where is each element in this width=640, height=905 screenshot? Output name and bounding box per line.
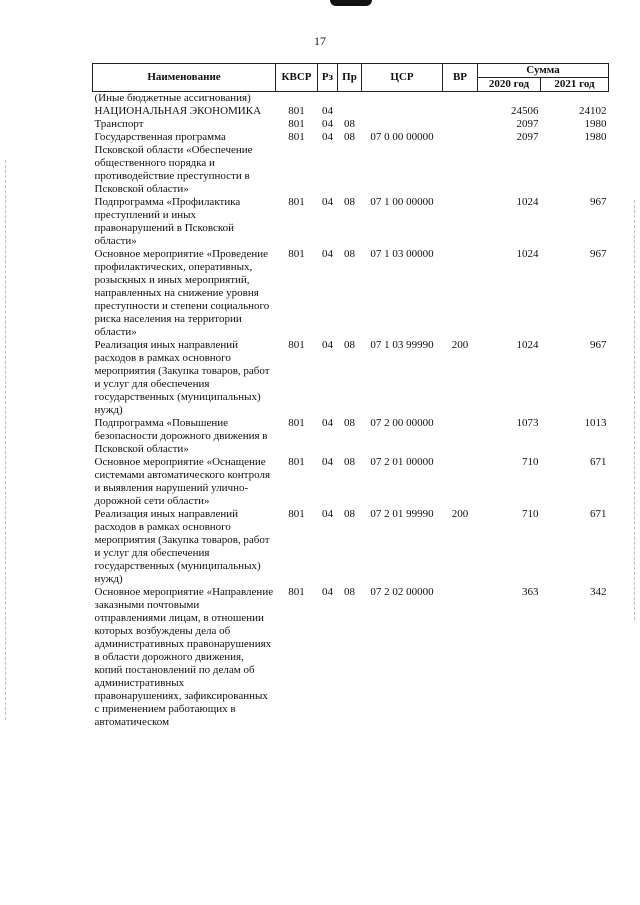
row-name: Реализация иных направлений расходов в рамках основного мероприятия (Закупка товаров, работ и услуг для обеспечения государственных (муниципальных) нужд): [94, 339, 270, 416]
row-pr: 08: [344, 586, 355, 598]
row-pr: [338, 105, 362, 118]
row-vr: [443, 196, 478, 248]
row-name: (Иные бюджетные ассигнования): [94, 92, 251, 104]
row-kvsr: 801: [288, 456, 305, 468]
row-pr: 08: [344, 118, 355, 130]
table-row: [93, 248, 609, 339]
row-sum-2020: 1073: [516, 417, 539, 429]
table-row: [93, 586, 609, 729]
row-csr: 07 1 03 00000: [370, 248, 434, 260]
row-csr: [362, 92, 443, 106]
row-pr: 08: [344, 456, 355, 468]
row-sum-2021: 1980: [584, 131, 607, 143]
row-kvsr: [276, 92, 318, 106]
row-pr: 08: [344, 417, 355, 429]
row-sum-2020: [478, 92, 541, 106]
table-row: [93, 118, 609, 131]
row-rz: 04: [322, 118, 333, 130]
row-name: Основное мероприятие «Направление заказными почтовыми отправлениями лицам, в отношении которых возбуждены дела об административных правонарушениях в области дорожного движения, копий постановлений по делам об административных правонарушениях, зафиксированных с применением работающих в автоматическом: [94, 586, 274, 728]
table-row: [93, 417, 609, 456]
table-row: [93, 105, 609, 118]
row-kvsr: 801: [288, 508, 305, 520]
row-vr: [443, 456, 478, 508]
row-vr: [443, 417, 478, 456]
row-name: Основное мероприятие «Оснащение системами автоматического контроля и выявления нарушений улично-дорожной сети области»: [94, 456, 271, 507]
row-sum-2021: 967: [590, 339, 607, 351]
row-sum-2020: 1024: [516, 339, 539, 351]
row-kvsr: 801: [288, 339, 305, 351]
row-pr: 08: [344, 248, 355, 260]
row-sum-2020: 1024: [516, 196, 539, 208]
row-rz: 04: [322, 196, 333, 208]
row-csr: 07 2 02 00000: [370, 586, 434, 598]
page-number: 17: [314, 34, 326, 48]
row-pr: 08: [344, 508, 355, 520]
row-csr: 07 0 00 00000: [370, 131, 434, 143]
header-name: Наименование: [93, 64, 276, 92]
row-csr: 07 2 00 00000: [370, 417, 434, 429]
table-row: [93, 456, 609, 508]
table-row: [93, 131, 609, 196]
row-rz: 04: [322, 417, 333, 429]
row-sum-2021: 967: [590, 248, 607, 260]
row-sum-2021: 671: [590, 508, 607, 520]
row-vr: 200: [451, 508, 469, 520]
header-sum: Сумма: [478, 64, 609, 78]
row-vr: [443, 118, 478, 131]
row-kvsr: 801: [288, 196, 305, 208]
scan-edge-left: [5, 160, 6, 720]
row-vr: [443, 586, 478, 729]
header-csr: ЦСР: [362, 64, 443, 92]
row-pr: 08: [344, 131, 355, 143]
header-vr: ВР: [443, 64, 478, 92]
row-csr: 07 1 00 00000: [370, 196, 434, 208]
row-csr: 07 2 01 99990: [370, 508, 434, 520]
header-year-2021: 2021 год: [541, 78, 609, 92]
row-sum-2021: 967: [590, 196, 607, 208]
row-name: Транспорт: [94, 118, 144, 130]
row-sum-2021: 24102: [579, 105, 607, 117]
row-sum-2021: [541, 92, 609, 106]
row-name: Подпрограмма «Профилактика преступлений и иных правонарушений в Псковской области»: [94, 196, 241, 247]
budget-table: [92, 63, 609, 729]
row-vr: 200: [451, 339, 469, 351]
row-rz: [318, 92, 338, 106]
row-rz: 04: [322, 131, 333, 143]
row-name: Государственная программа Псковской области «Обеспечение общественного порядка и противодействие преступности в Псковской области»: [94, 131, 253, 195]
row-kvsr: 801: [288, 248, 305, 260]
row-sum-2021: 671: [590, 456, 607, 468]
row-name: Основное мероприятие «Проведение профилактических, оперативных, розыскных и иных мероприятий, направленных на снижение уровня преступности и степени социального риска населения на территории области»: [94, 248, 270, 338]
row-vr: [443, 105, 478, 118]
row-sum-2020: 2097: [516, 118, 539, 130]
row-kvsr: 801: [288, 417, 305, 429]
row-pr: 08: [344, 196, 355, 208]
row-sum-2020: 363: [522, 586, 539, 598]
header-pr: Пр: [338, 64, 362, 92]
table-row: [93, 339, 609, 417]
row-sum-2020: 1024: [516, 248, 539, 260]
row-csr: [362, 105, 443, 118]
header-rz: Рз: [318, 64, 338, 92]
table-row: [93, 92, 609, 106]
row-sum-2020: 710: [522, 508, 539, 520]
row-rz: 04: [322, 105, 333, 117]
row-kvsr: 801: [288, 586, 305, 598]
row-sum-2020: 2097: [516, 131, 539, 143]
row-kvsr: 801: [288, 131, 305, 143]
row-name: Реализация иных направлений расходов в рамках основного мероприятия (Закупка товаров, работ и услуг для обеспечения государственных (муниципальных) нужд): [94, 508, 270, 585]
row-sum-2021: 342: [590, 586, 607, 598]
row-sum-2021: 1980: [584, 118, 607, 130]
table-header: [93, 64, 609, 92]
row-kvsr: 801: [288, 118, 305, 130]
row-name: НАЦИОНАЛЬНАЯ ЭКОНОМИКА: [94, 105, 262, 117]
table-row: [93, 196, 609, 248]
scan-edge-right: [634, 200, 635, 620]
row-csr: 07 1 03 99990: [370, 339, 434, 351]
table-row: [93, 508, 609, 586]
header-year-2020: 2020 год: [478, 78, 541, 92]
row-rz: 04: [322, 456, 333, 468]
row-vr: [443, 131, 478, 196]
row-rz: 04: [322, 339, 333, 351]
page-top-mark: [330, 0, 372, 6]
row-vr: [443, 248, 478, 339]
row-pr: [338, 92, 362, 106]
row-sum-2020: 24506: [511, 105, 539, 117]
row-csr: 07 2 01 00000: [370, 456, 434, 468]
row-kvsr: 801: [288, 105, 305, 117]
row-rz: 04: [322, 586, 333, 598]
row-sum-2020: 710: [522, 456, 539, 468]
row-rz: 04: [322, 248, 333, 260]
row-rz: 04: [322, 508, 333, 520]
row-name: Подпрограмма «Повышение безопасности дорожного движения в Псковской области»: [94, 417, 268, 455]
row-sum-2021: 1013: [584, 417, 607, 429]
row-vr: [443, 92, 478, 106]
header-kvsr: КВСР: [276, 64, 318, 92]
row-pr: 08: [344, 339, 355, 351]
row-csr: [362, 118, 443, 131]
